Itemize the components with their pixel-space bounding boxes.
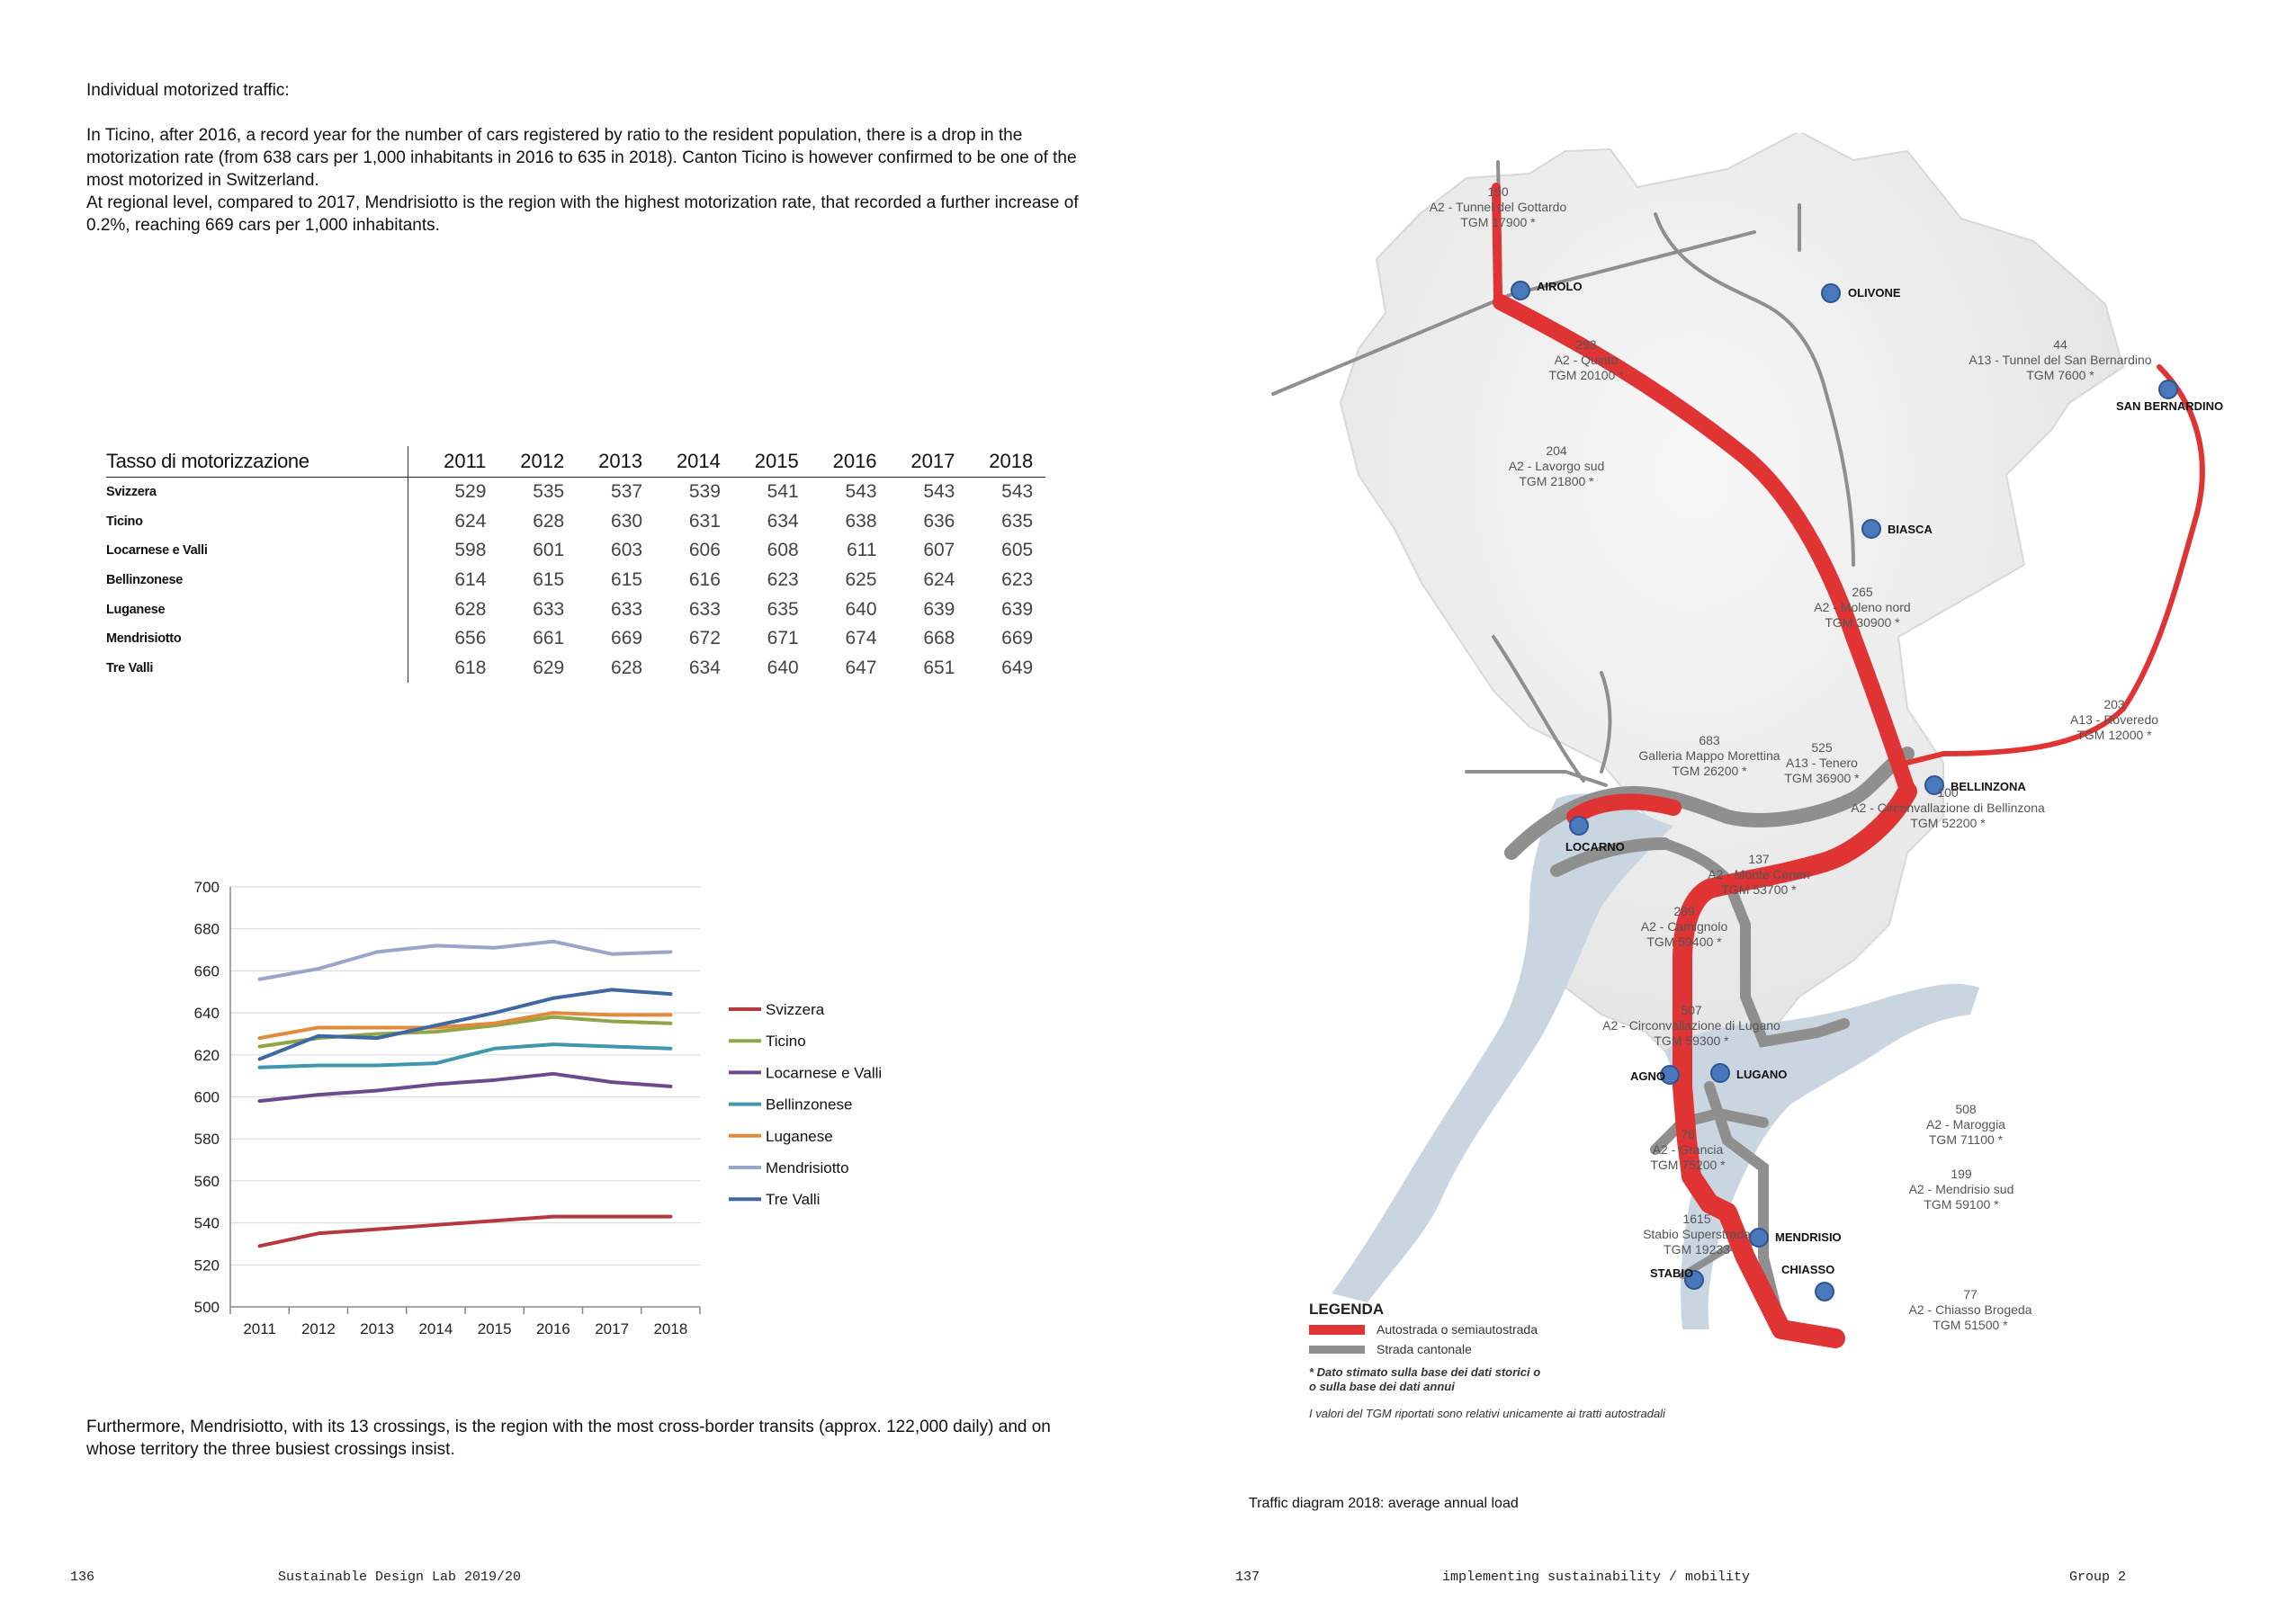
traffic-count: 683: [1699, 733, 1720, 747]
table-gap: [1033, 595, 1045, 624]
year-header: 2016: [799, 446, 877, 478]
city-node: [1750, 1229, 1768, 1247]
x-tick-label: 2016: [535, 1320, 570, 1337]
table-gap: [1033, 566, 1045, 595]
data-point: [258, 1045, 262, 1049]
city-label: AGNO: [1630, 1069, 1665, 1083]
traffic-road: A2 - Lavorgo sud: [1508, 459, 1605, 473]
data-point: [493, 1022, 497, 1025]
data-point: [435, 1061, 438, 1065]
traffic-tgm: TGM 52200 *: [1910, 816, 1986, 830]
data-point: [258, 1066, 262, 1069]
table-row: [106, 566, 1045, 595]
traffic-tgm: TGM 26200 *: [1672, 764, 1747, 778]
legend-label: Ticino: [766, 1033, 806, 1051]
series-line-ticino: [260, 1017, 671, 1047]
legend-title: LEGENDA: [1309, 1301, 1385, 1318]
data-point: [552, 940, 555, 944]
traffic-road: A2 - Tunnel del Gottardo: [1429, 200, 1567, 214]
table-cell: 634: [688, 657, 721, 678]
table-gap: [1033, 507, 1045, 537]
table-cell: 669: [1001, 628, 1034, 649]
traffic-road: A2 - Circonvallazione di Bellinzona: [1851, 801, 2045, 815]
legend-cantonal-swatch: [1309, 1346, 1365, 1354]
traffic-tgm: TGM 12000 *: [2076, 728, 2152, 742]
region-name: Svizzera: [106, 478, 408, 507]
data-point: [258, 1058, 262, 1061]
table-cell: 623: [767, 569, 799, 591]
table-cell: 624: [923, 569, 955, 591]
traffic-count: 77: [1963, 1287, 1978, 1301]
traffic-count: 150: [1487, 184, 1509, 199]
table-cell: 603: [611, 540, 643, 561]
legend-note-1: * Dato stimato sulla base dei dati storici o: [1309, 1365, 1541, 1379]
data-point: [375, 1064, 379, 1068]
table-gap: [1033, 536, 1045, 566]
table-row: [106, 536, 1045, 566]
legend-label: Mendrisiotto: [766, 1159, 849, 1176]
traffic-tgm: TGM 53700 *: [1721, 882, 1797, 897]
data-point: [669, 1014, 673, 1017]
table-cell: 633: [611, 598, 643, 620]
year-header: 2012: [486, 446, 564, 478]
x-tick-label: 2018: [653, 1320, 688, 1337]
legend-label: Locarnese e Valli: [766, 1064, 883, 1082]
traffic-road: A2 - Quinto: [1554, 353, 1619, 367]
data-point: [552, 1215, 555, 1219]
legend-note-2: o sulla base dei dati annui: [1309, 1380, 1455, 1393]
table-cell: 647: [845, 657, 877, 678]
table-cell: 605: [1001, 540, 1034, 561]
group-label: Group 2: [2069, 1570, 2127, 1585]
table-cell: 615: [533, 569, 565, 591]
traffic-tgm: TGM 75200 *: [1650, 1158, 1726, 1172]
traffic-road: A13 - Roveredo: [2069, 712, 2159, 727]
data-point: [669, 1022, 673, 1025]
data-point: [669, 992, 673, 996]
region-name: Tre Valli: [106, 654, 408, 684]
table-cell: 625: [845, 569, 877, 591]
traffic-road: A2 - Chiasso Brogeda: [1908, 1302, 2032, 1317]
traffic-tgm: TGM 59100 *: [1924, 1197, 1999, 1212]
data-point: [552, 1072, 555, 1076]
data-point: [317, 1231, 320, 1235]
city-node: [1862, 520, 1880, 538]
traffic-road: A2 - Camignolo: [1640, 919, 1728, 934]
table-header-row: [106, 446, 1045, 478]
traffic-count: 293: [1575, 337, 1597, 352]
data-point: [610, 953, 614, 956]
traffic-count: 508: [1955, 1102, 1977, 1116]
data-point: [375, 1033, 379, 1036]
year-header: 2018: [955, 446, 1033, 478]
table-gap: [1033, 654, 1045, 684]
table-cell: 598: [454, 540, 487, 561]
traffic-count: 525: [1811, 740, 1833, 755]
data-point: [258, 1244, 262, 1248]
table-cell: 639: [923, 598, 955, 620]
table-cell: 629: [533, 657, 565, 678]
traffic-count: 265: [1852, 585, 1873, 599]
table-cell: 616: [688, 569, 721, 591]
traffic-count: 44: [2053, 337, 2067, 352]
table-cell: 543: [1001, 481, 1034, 503]
traffic-tgm: TGM 19233: [1664, 1242, 1730, 1257]
table-cell: 631: [688, 510, 721, 532]
data-point: [610, 1080, 614, 1084]
y-tick-label: 600: [193, 1088, 220, 1106]
city-node: [2159, 380, 2177, 398]
region-name: Luganese: [106, 595, 408, 624]
year-header: 2013: [564, 446, 642, 478]
traffic-tgm: TGM 59400 *: [1646, 935, 1722, 949]
table-cell: 624: [454, 510, 487, 532]
table-cell: 615: [611, 569, 643, 591]
traffic-count: 203: [2103, 697, 2125, 711]
city-label: BIASCA: [1888, 523, 1933, 536]
table-cell: 672: [688, 628, 721, 649]
data-point: [258, 978, 262, 981]
table-row: [106, 507, 1045, 537]
city-node: [1570, 817, 1588, 835]
data-point: [258, 1036, 262, 1040]
table-cell: 541: [767, 481, 799, 503]
y-tick-label: 640: [193, 1005, 220, 1023]
table-gap: [1033, 446, 1045, 478]
city-label: SAN BERNARDINO: [2116, 399, 2224, 413]
table-cell: 671: [767, 628, 799, 649]
x-tick-label: 2014: [418, 1320, 453, 1337]
data-point: [610, 988, 614, 992]
city-node: [1711, 1064, 1729, 1082]
traffic-count: 1615: [1682, 1212, 1711, 1226]
table-cell: 535: [533, 481, 565, 503]
traffic-road: A2 - Mendrisio sud: [1908, 1182, 2014, 1196]
city-label: LOCARNO: [1565, 840, 1625, 854]
traffic-count: 199: [1951, 1167, 1972, 1181]
x-tick-label: 2015: [477, 1320, 512, 1337]
year-header: 2015: [721, 446, 799, 478]
data-point: [435, 1024, 438, 1027]
table-cell: 633: [533, 598, 565, 620]
legend-label: Svizzera: [766, 1001, 825, 1018]
traffic-tgm: TGM 7600 *: [2026, 368, 2094, 382]
traffic-tgm: TGM 30900 *: [1825, 615, 1900, 630]
table-cell: 634: [767, 510, 799, 532]
region-name: Bellinzonese: [106, 566, 408, 595]
left-page-number: 136: [70, 1570, 95, 1585]
traffic-road: Galleria Mappo Morettina: [1638, 748, 1780, 763]
region-name: Mendrisiotto: [106, 624, 408, 654]
series-line-svizzera: [260, 1217, 671, 1247]
map-legend: [1309, 1301, 1666, 1420]
table-cell: 606: [688, 540, 721, 561]
city-label: BELLINZONA: [1951, 780, 2026, 793]
table-row: [106, 595, 1045, 624]
y-tick-label: 520: [193, 1257, 220, 1275]
x-tick-label: 2012: [300, 1320, 336, 1337]
data-point: [258, 1099, 262, 1103]
table-cell: 635: [767, 598, 799, 620]
data-point: [493, 1047, 497, 1051]
lake-maggiore: [1332, 793, 1673, 1302]
legend-label: Tre Valli: [766, 1191, 821, 1209]
data-point: [375, 951, 379, 954]
table-cell: 543: [845, 481, 877, 503]
data-point: [552, 997, 555, 1000]
x-tick-label: 2013: [360, 1320, 395, 1337]
table-cell: 607: [923, 540, 955, 561]
city-node: [1511, 282, 1529, 300]
map-caption: Traffic diagram 2018: average annual load: [1249, 1496, 1519, 1511]
y-tick-label: 660: [193, 962, 220, 980]
data-point: [435, 1083, 438, 1087]
data-point: [669, 1047, 673, 1051]
table-cell: 656: [454, 628, 487, 649]
right-running-title: implementing sustainability / mobility: [1442, 1570, 1751, 1585]
traffic-tgm: TGM 51500 *: [1933, 1318, 2008, 1332]
data-point: [317, 967, 320, 970]
table-title: Tasso di motorizzazione: [106, 446, 408, 478]
traffic-road: A2 - Circonvallazione di Lugano: [1602, 1018, 1780, 1033]
table-cell: 628: [454, 598, 487, 620]
motorization-table: [106, 446, 1045, 683]
legend-label: Luganese: [766, 1127, 833, 1145]
table-cell: 628: [533, 510, 565, 532]
traffic-tgm: TGM 20100 *: [1548, 368, 1624, 382]
table-cell: 649: [1001, 657, 1034, 678]
data-point: [435, 1223, 438, 1227]
data-point: [375, 1036, 379, 1040]
data-point: [669, 1085, 673, 1088]
data-point: [435, 944, 438, 948]
traffic-count: 100: [1937, 785, 1959, 800]
y-tick-label: 540: [193, 1214, 220, 1232]
legend-motorway-swatch: [1309, 1325, 1365, 1335]
table-cell: 674: [845, 628, 877, 649]
city-label: OLIVONE: [1848, 286, 1901, 300]
series-line-bellinzonese: [260, 1044, 671, 1068]
table-cell: 640: [767, 657, 799, 678]
traffic-road: A2 - Maroggia: [1926, 1117, 2005, 1131]
legend-label: Bellinzonese: [766, 1096, 853, 1114]
table-cell: 529: [454, 481, 487, 503]
data-point: [317, 1093, 320, 1096]
data-point: [610, 1014, 614, 1017]
data-point: [435, 1030, 438, 1033]
right-page-number: 137: [1235, 1570, 1260, 1585]
table-cell: 638: [845, 510, 877, 532]
table-cell: 661: [533, 628, 565, 649]
data-point: [375, 1026, 379, 1030]
city-node: [1822, 284, 1840, 302]
traffic-road: A13 - Tenero: [1786, 756, 1858, 770]
table-cell: 537: [611, 481, 643, 503]
table-cell: 618: [454, 657, 487, 678]
traffic-count: 137: [1748, 852, 1770, 866]
data-point: [493, 1078, 497, 1082]
data-point: [493, 946, 497, 950]
region-name: Locarnese e Valli: [106, 536, 408, 566]
table-cell: 601: [533, 540, 565, 561]
table-body: [106, 478, 1045, 684]
legend-note-3: I valori del TGM riportati sono relativi unicamente ai tratti autostradali: [1309, 1407, 1665, 1420]
table-gap: [1033, 478, 1045, 507]
motorization-line-chart: [171, 871, 927, 1356]
table-cell: 635: [1001, 510, 1034, 532]
traffic-count: 507: [1681, 1003, 1702, 1017]
table-row: [106, 624, 1045, 654]
data-point: [375, 1089, 379, 1093]
table-cell: 636: [923, 510, 955, 532]
table-cell: 614: [454, 569, 487, 591]
y-tick-label: 580: [193, 1131, 220, 1149]
traffic-road: Stabio Superstrada: [1643, 1227, 1751, 1241]
traffic-count: 289: [1673, 904, 1695, 918]
traffic-road: A13 - Tunnel del San Bernardino: [1969, 353, 2152, 367]
city-label: AIROLO: [1537, 280, 1583, 293]
outro-text: Furthermore, Mendrisiotto, with its 13 crossings, is the region with the most cross-border transits (approx. 122,000 daily) and on whose territory the three busiest crossings insist.: [86, 1418, 1051, 1459]
year-header: 2014: [642, 446, 721, 478]
traffic-tgm: TGM 59300 *: [1654, 1033, 1729, 1048]
data-point: [552, 1011, 555, 1015]
data-point: [669, 951, 673, 954]
city-label: MENDRISIO: [1775, 1230, 1842, 1244]
traffic-road: A2 - Monte Ceneri: [1708, 867, 1810, 881]
data-point: [552, 1042, 555, 1046]
traffic-count: 76: [1681, 1127, 1695, 1141]
table-cell: 611: [847, 540, 877, 561]
traffic-map: [1260, 133, 2231, 1428]
traffic-tgm: TGM 21800 *: [1519, 474, 1594, 488]
x-tick-label: 2011: [243, 1320, 276, 1337]
table-cell: 668: [923, 628, 955, 649]
table-cell: 623: [1001, 569, 1034, 591]
y-tick-label: 500: [193, 1299, 220, 1316]
table-cell: 640: [845, 598, 877, 620]
traffic-count: 204: [1546, 443, 1567, 458]
table-cell: 628: [611, 657, 643, 678]
legend-cantonal-label: Strada cantonale: [1377, 1342, 1472, 1356]
city-label: LUGANO: [1736, 1068, 1788, 1081]
city-label: CHIASSO: [1781, 1263, 1835, 1276]
intro-paragraph-1: In Ticino, after 2016, a record year for the number of cars registered by ratio to the resident population, there is a drop in the motorization rate (from 638 cars per 1,000 inhabitants in 2016 to 635 in 2018). Canton Ticino is however confirmed to be one of the most motorized in Switzerland.: [86, 126, 1077, 190]
x-tick-label: 2017: [595, 1320, 630, 1337]
y-tick-label: 700: [193, 879, 220, 896]
city-label: STABIO: [1650, 1266, 1694, 1280]
table-cell: 543: [923, 481, 955, 503]
traffic-road: A2 - Moleno nord: [1814, 600, 1911, 614]
data-point: [610, 1045, 614, 1049]
intro-text: [86, 79, 1085, 237]
table-cell: 630: [611, 510, 643, 532]
traffic-tgm: TGM 36900 *: [1784, 771, 1860, 785]
left-running-title: Sustainable Design Lab 2019/20: [278, 1570, 522, 1585]
series-line-mendrisiotto: [260, 942, 671, 979]
table-cell: 639: [1001, 598, 1034, 620]
y-tick-label: 560: [193, 1172, 220, 1190]
data-point: [610, 1020, 614, 1024]
traffic-road: A2 - Grancia: [1652, 1142, 1724, 1157]
table-row: [106, 478, 1045, 507]
data-point: [552, 1015, 555, 1019]
table-cell: 633: [688, 598, 721, 620]
table-cell: 651: [923, 657, 955, 678]
table-cell: 669: [611, 628, 643, 649]
intro-paragraph-2: At regional level, compared to 2017, Mendrisiotto is the region with the highest motorization rate, that recorded a further increase of 0.2%, reaching 669 cars per 1,000 inhabitants.: [86, 193, 1079, 235]
table-cell: 608: [767, 540, 799, 561]
data-point: [317, 1064, 320, 1068]
intro-heading: Individual motorized traffic:: [86, 81, 290, 100]
data-point: [317, 1034, 320, 1038]
data-point: [610, 1215, 614, 1219]
y-tick-label: 620: [193, 1046, 220, 1064]
year-header: 2017: [877, 446, 955, 478]
data-point: [375, 1228, 379, 1231]
traffic-tgm: TGM 17900 *: [1460, 215, 1536, 229]
data-point: [317, 1026, 320, 1030]
city-node: [1816, 1283, 1834, 1301]
data-point: [493, 1219, 497, 1222]
traffic-tgm: TGM 71100 *: [1928, 1132, 2004, 1147]
region-name: Ticino: [106, 507, 408, 537]
legend-motorway-label: Autostrada o semiautostrada: [1377, 1322, 1538, 1337]
table-gap: [1033, 624, 1045, 654]
canton-area: [1341, 133, 2123, 1105]
table-row: [106, 654, 1045, 684]
data-point: [493, 1011, 497, 1015]
table-cell: 539: [688, 481, 721, 503]
year-header: 2011: [408, 446, 486, 478]
y-tick-label: 680: [193, 920, 220, 938]
data-point: [669, 1215, 673, 1219]
